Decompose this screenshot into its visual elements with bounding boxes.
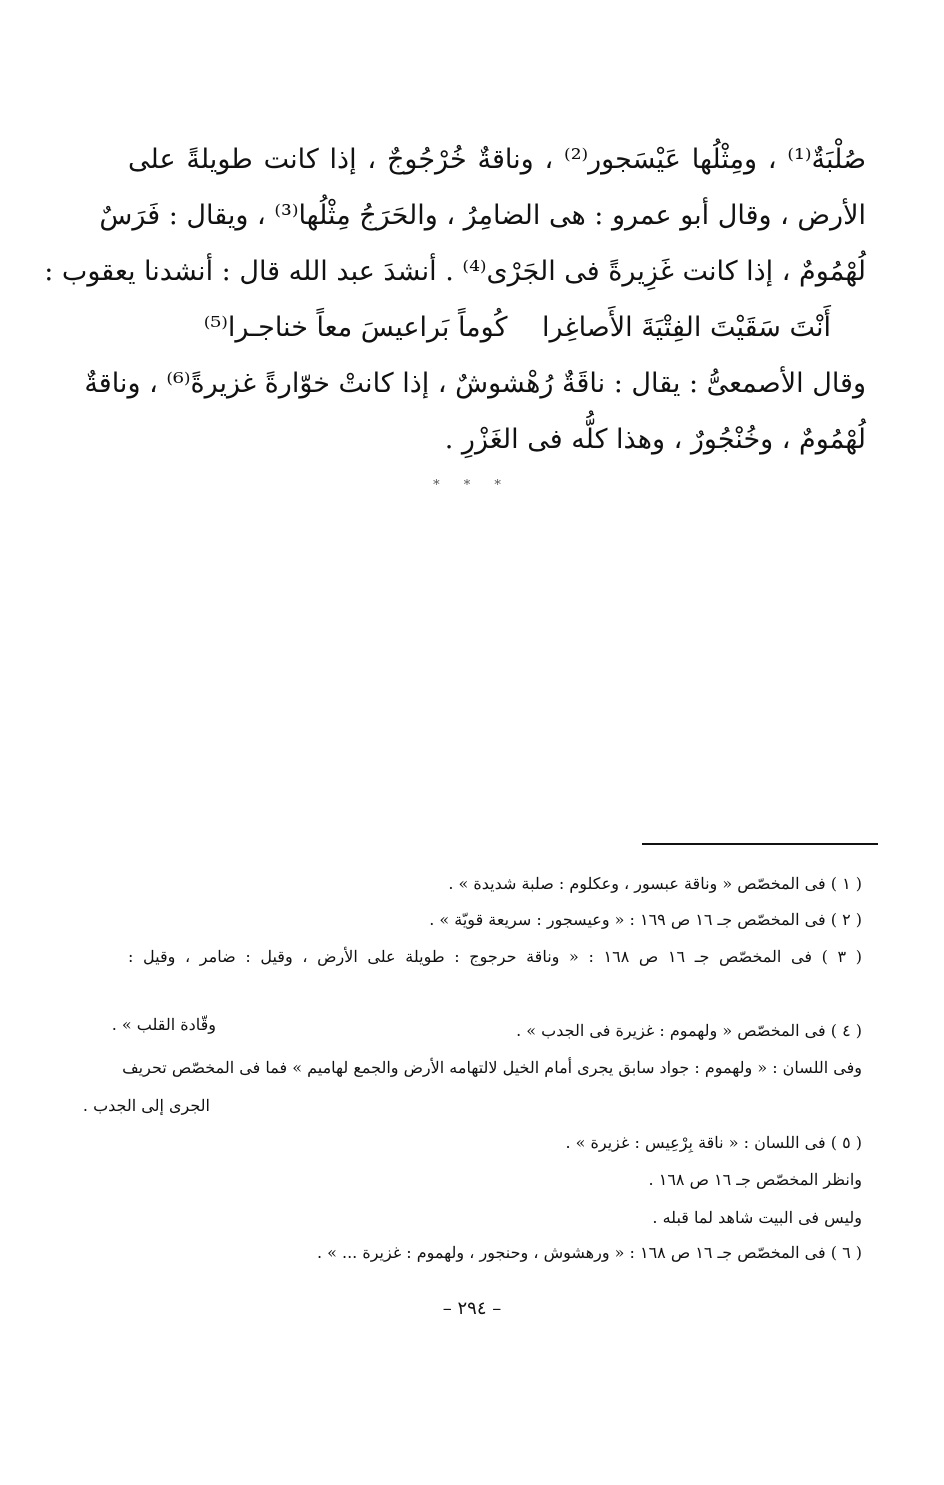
footnote-1: ( ١ ) فى المخصّص « وناقة عبسور ، وعكلوم : صلبة شديدة » . [448,874,862,893]
footnote-3-continuation: وقّادة القلب » . [111,1015,216,1034]
section-separator-stars: * * * [433,478,511,493]
footnote-6: ( ٦ ) فى المخصّص جـ ١٦ ص ١٦٨ : « ورهشوش ، وحنجور ، ولهموم : غزيرة ... » . [316,1243,862,1262]
main-text-block [44,140,866,470]
footnote-4-lisan: وفى اللسان : « ولهموم : جواد سابق يجرى أمام الخيل لالتهامه الأرض والجمع لهاميم » فما فى المخصّص تحريف [122,1058,862,1077]
main-line-2: الأرض ، وقال أبو عمرو : هى الضامِرُ ، والحَرَجُ مِثْلُها⁽³⁾ ، ويقال : فَرَسٌ [99,200,866,231]
footnote-2: ( ٢ ) فى المخصّص جـ ١٦ ص ١٦٩ : « وعيسجور : سريعة قويّة » . [429,910,862,929]
verse-first-hemistich: أَنْتَ سَقَيْتَ الفِتْيَةَ الأَصاغِرا [542,312,831,343]
page-number: – ٢٩٤ – [442,1298,502,1319]
footnote-5: ( ٥ ) فى اللسان : « ناقة بِرْعِيس : غزيرة » . [565,1133,862,1152]
footnote-5-note: وليس فى البيت شاهد لما قبله . [652,1208,862,1227]
footnote-rule [642,843,878,845]
poem-verse [128,308,866,348]
main-line-1: صُلْبَةٌ⁽¹⁾ ، ومِثْلُها عَيْسَجور⁽²⁾ ، وناقةٌ خُرْجُوجٌ ، إذا كانت طويلةً على [128,144,866,175]
footnote-4-continuation: الجرى إلى الجدب . [82,1096,210,1115]
footnote-4: ( ٤ ) فى المخصّص « ولهموم : غزيرة فى الجدب » . [516,1021,862,1040]
main-line-3: لُهْمُومٌ ، إذا كانت غَزِيرةً فى الجَرْى⁽⁴⁾ . أنشدَ عبد الله قال : أنشدنا يعقوب : [44,256,866,287]
footnote-3: ( ٣ ) فى المخصّص جـ ١٦ ص ١٦٨ : « وناقة حرجوج : طويلة على الأرض ، وقيل : ضامر ، وقيل : [128,947,863,966]
main-line-5: وقال الأصمعىُّ : يقال : ناقَةٌ رُهْشوشٌ ، إذا كانتْ خوّارةً غزيرةً⁽⁶⁾ ، وناقةٌ [84,368,866,399]
verse-second-hemistich: كُوماً بَراعيسَ معاً خناجـرا⁽⁵⁾ [203,312,508,343]
footnote-5-see: وانظر المخصّص جـ ١٦ ص ١٦٨ . [648,1170,862,1189]
main-line-6: لُهْمُومٌ ، وخُنْجُورٌ ، وهذا كلُّه فى الغَزْرِ . [444,424,866,455]
